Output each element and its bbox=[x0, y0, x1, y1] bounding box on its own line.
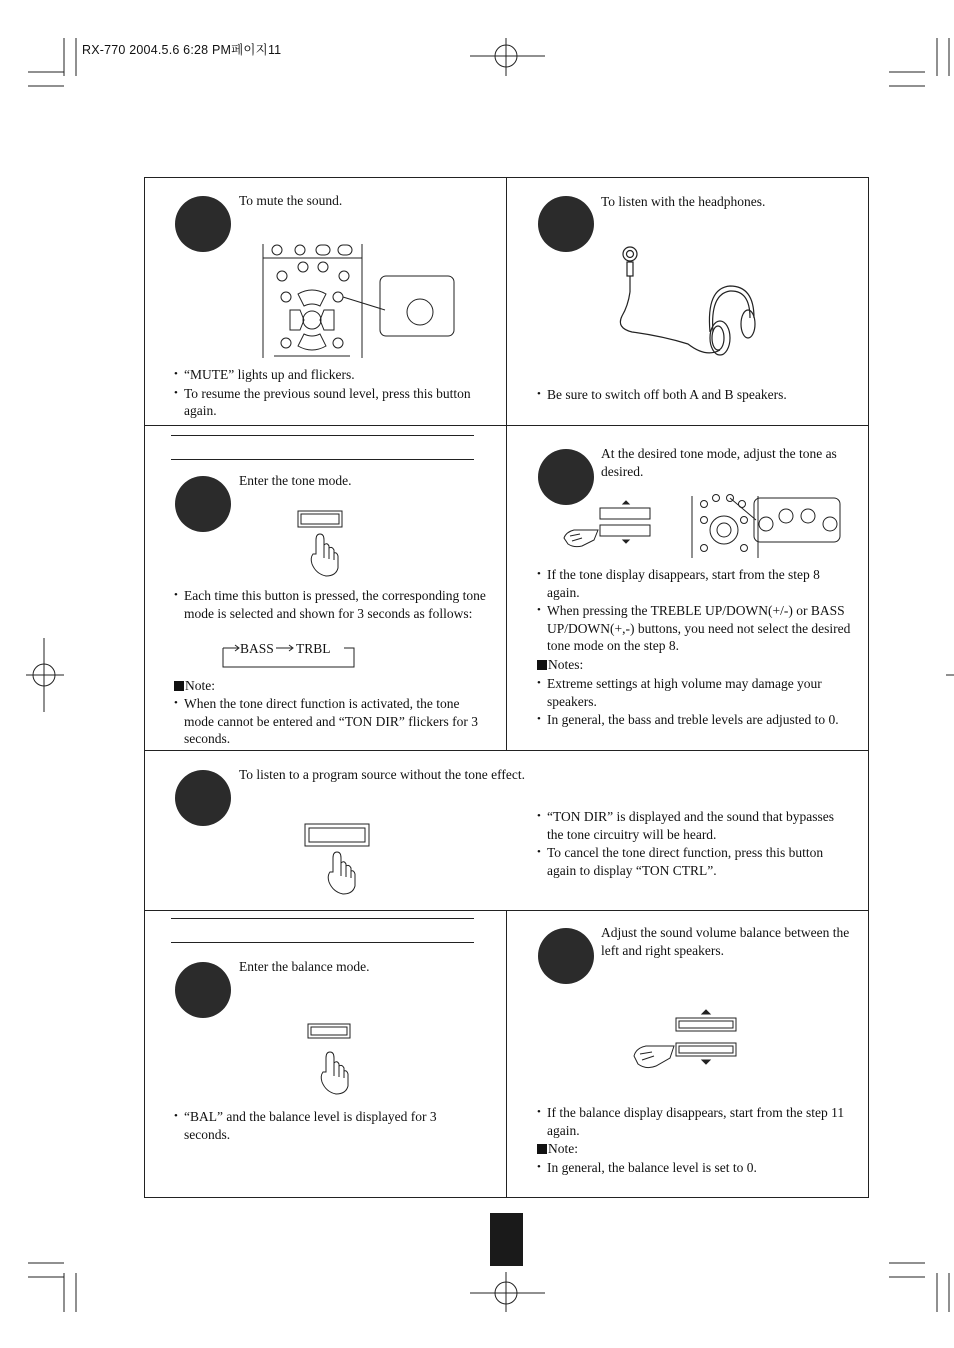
tone-direct-bullet: • “TON DIR” is displayed and the sound that bypasses the tone circuitry will be heard. bbox=[537, 808, 852, 843]
tone-up-down-buttons-illustration bbox=[560, 500, 660, 550]
step-number-circle bbox=[175, 476, 231, 532]
notes-label: Notes: bbox=[548, 657, 584, 672]
balance-mode-bullet: • “BAL” and the balance level is displayed for 3 seconds. bbox=[174, 1108, 474, 1143]
tone-mode-note-bullets bbox=[174, 695, 489, 749]
balance-adjust-bullet: • If the balance display disappears, start from the step 11 again. bbox=[537, 1104, 847, 1139]
divider bbox=[144, 750, 869, 751]
divider bbox=[144, 425, 869, 426]
mute-instruction: To mute the sound. bbox=[239, 193, 343, 208]
tone-adjust-bullet: • If the tone display disappears, start from the step 8 again. bbox=[537, 566, 852, 601]
tone-mode-instruction: Enter the tone mode. bbox=[239, 473, 352, 488]
step-number-circle bbox=[175, 962, 231, 1018]
headphones-bullets bbox=[537, 386, 847, 405]
section-rule bbox=[171, 459, 474, 460]
mute-bullets bbox=[174, 366, 489, 421]
tone-adjust-instruction: At the desired tone mode, adjust the tone as desired. bbox=[601, 446, 837, 479]
balance-button-press-illustration bbox=[306, 1022, 356, 1094]
tone-adjust-note-bullet: • Extreme settings at high volume may damage your speakers. bbox=[537, 675, 852, 710]
sequence-trbl: TRBL bbox=[296, 641, 331, 656]
balance-adjust-instruction: Adjust the sound volume balance between the left and right speakers. bbox=[601, 925, 850, 958]
step-number-circle bbox=[538, 449, 594, 505]
note-marker-icon bbox=[537, 660, 547, 670]
note-marker-icon bbox=[537, 1144, 547, 1154]
step-number-circle bbox=[175, 196, 231, 252]
divider bbox=[506, 910, 507, 1198]
section-rule bbox=[171, 942, 474, 943]
tone-adjust-bullets bbox=[537, 566, 852, 656]
balance-adjust-bullets bbox=[537, 1104, 847, 1140]
divider bbox=[506, 177, 507, 750]
tone-mode-bullet: • Each time this button is pressed, the corresponding tone mode is selected and shown for 3 seconds as follows: bbox=[174, 587, 489, 622]
mute-bullet: • “MUTE” lights up and flickers. bbox=[174, 366, 489, 384]
page-tab bbox=[490, 1213, 523, 1266]
section-rule bbox=[171, 435, 474, 436]
tone-direct-bullet: • To cancel the tone direct function, press this button again to display “TON CTRL”. bbox=[537, 844, 852, 879]
tone-adjust-note-bullets bbox=[537, 675, 852, 730]
tone-mode-note-head bbox=[174, 677, 215, 695]
step-number-circle bbox=[538, 196, 594, 252]
step-number-circle bbox=[175, 770, 231, 826]
note-label: Note: bbox=[185, 678, 215, 693]
tone-adjust-note-bullet: • In general, the bass and treble levels are adjusted to 0. bbox=[537, 711, 852, 729]
headphones-illustration bbox=[610, 244, 770, 369]
remote-tone-illustration bbox=[688, 490, 844, 560]
tone-mode-note-bullet: • When the tone direct function is activated, the tone mode cannot be entered and “TON DIR” flickers for 3 seconds. bbox=[174, 695, 489, 748]
note-label: Note: bbox=[548, 1141, 578, 1156]
balance-adjust-note-bullet: • In general, the balance level is set to 0. bbox=[537, 1159, 847, 1177]
balance-adjust-note-head bbox=[537, 1140, 578, 1158]
balance-mode-instruction: Enter the balance mode. bbox=[239, 959, 370, 974]
mute-bullet: • To resume the previous sound level, press this button again. bbox=[174, 385, 489, 420]
balance-mode-bullets bbox=[174, 1108, 474, 1144]
tone-direct-button-press-illustration bbox=[303, 822, 373, 898]
tone-direct-bullets bbox=[537, 808, 852, 880]
section-rule bbox=[171, 918, 474, 919]
balance-up-down-buttons-illustration bbox=[628, 1010, 740, 1072]
print-header: RX-770 2004.5.6 6:28 PM페이지11 bbox=[82, 43, 282, 57]
balance-adjust-note-bullets bbox=[537, 1159, 847, 1178]
tone-adjust-bullet: • When pressing the TREBLE UP/DOWN(+/-) or BASS UP/DOWN(+,-) buttons, you need not select the desired tone mode on the step 8. bbox=[537, 602, 852, 655]
remote-mute-illustration bbox=[258, 244, 458, 360]
step-number-circle bbox=[538, 928, 594, 984]
headphones-instruction: To listen with the headphones. bbox=[601, 194, 766, 209]
headphones-bullet: • Be sure to switch off both A and B speakers. bbox=[537, 386, 847, 404]
note-marker-icon bbox=[174, 681, 184, 691]
tone-adjust-notes-head bbox=[537, 656, 583, 674]
tone-direct-instruction: To listen to a program source without the tone effect. bbox=[239, 767, 525, 782]
tone-button-press-illustration bbox=[296, 510, 346, 580]
sequence-bass: BASS bbox=[240, 641, 274, 656]
tone-mode-bullets bbox=[174, 587, 489, 623]
